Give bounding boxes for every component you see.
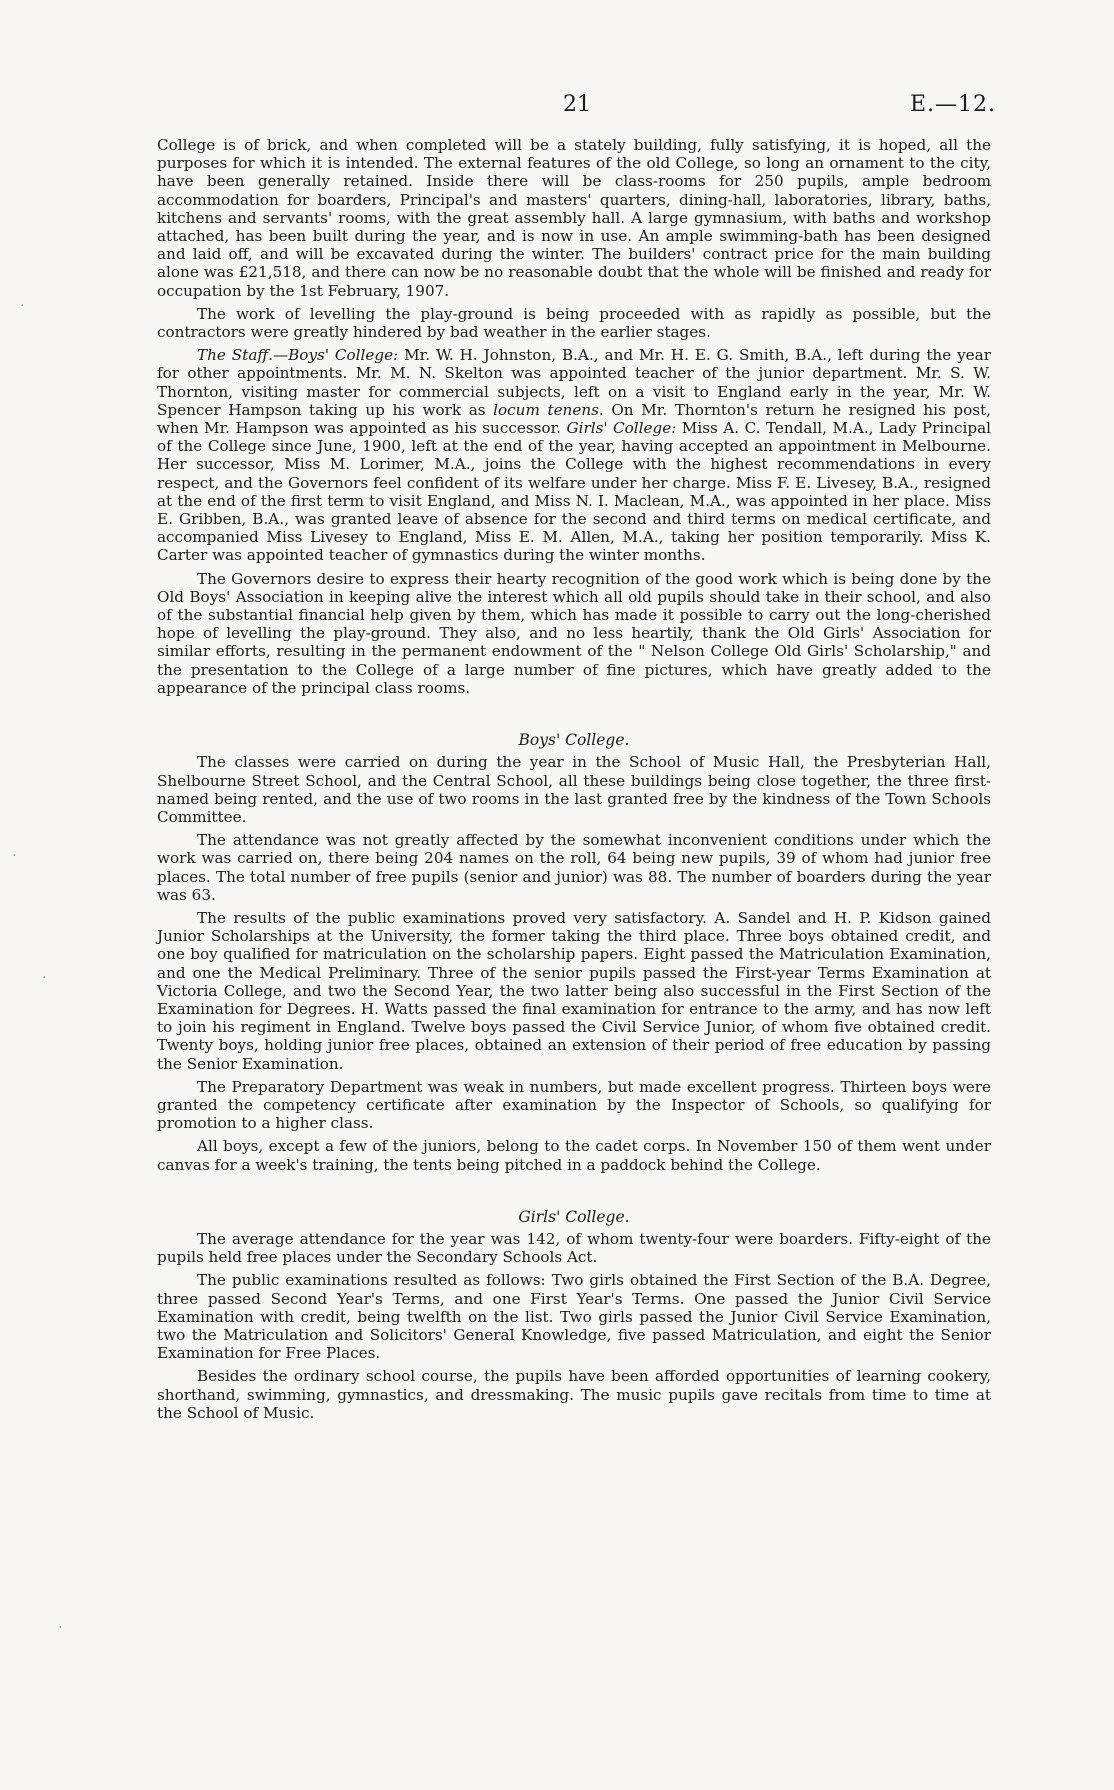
scan-speck: · — [58, 1620, 63, 1636]
scan-speck: · — [42, 970, 47, 986]
scan-speck: · — [20, 298, 25, 314]
sheet-reference: E.—12. — [909, 92, 996, 117]
intro-paragraph-2: The work of levelling the play-ground is being proceeded with as rapidly as possible, but the contractors were greatly hindered by bad weather in the earlier stages. — [157, 304, 991, 342]
girls-college-lead: Girls' College: — [566, 419, 677, 438]
boys-paragraph-3: The results of the public examinations proved very satisfactory. A. Sandel and H. P. Kidson gained Junior Scholarships at the University, the former taking the third place. Three boys obtained credit, and one boy qualified for matriculation on the scholarship papers. Eight passed the Matriculation Examination, and one the Medical Preliminary. Three of the senior pupils passed the First-year Terms Examination at Victoria College, and two the Second Year, the two latter being also successful in the First Section of the Examination for Degrees. H. Watts passed the final examination for entrance to the army, and has now left to join his regiment in England. Twelve boys passed the Civil Service Junior, of whom five obtained credit. Twenty boys, holding junior free places, obtained an extension of their period of free education by passing the Senior Examination. — [157, 908, 991, 1073]
boys-paragraph-2: The attendance was not greatly affected by the somewhat inconvenient conditions under which the work was carried on, there being 204 names on the roll, 64 being new pupils, 39 of whom had junior free places. The total number of free pupils (senior and junior) was 88. The number of boarders during the year was 63. — [157, 831, 991, 904]
staff-text-c: Miss A. C. Tendall, M.A., Lady Principal of the College since June, 1900, left at the end of the year, having accepted an appointment in Melbourne. Her successor, Miss M. Lorimer, M.A., joins the College with the highest recommendations in every respect, and the Governors feel confident of its welfare under her charge. Miss F. E. Livesey, B.A., resigned at the end of the first term to visit England, and Miss N. I. Maclean, M.A., was appointed in her place. Miss E. Gribben, B.A., was granted leave of absence for the second and third terms on medical certificate, and accompanied Miss Livesey to England, Miss E. M. Allen, M.A., taking her position temporarily. Miss K. Carter was appointed teacher of gymnastics during the winter months. — [157, 419, 991, 565]
page-header — [0, 92, 1114, 118]
boys-college-heading: Boys' College. — [518, 731, 630, 750]
staff-text-a: Mr. W. H. Johnston, B.A., and Mr. H. E. G. Smith, B.A., left during the year for other appointments. Mr. M. N. Skelton was appointed teacher of the junior department. Mr. S. W. Thornton, visiting master for commercial subjects, left on a visit to England early in the year, Mr. W. Spencer Hampson taking up his work as — [157, 346, 991, 419]
boys-paragraph-5: All boys, except a few of the juniors, belong to the cadet corps. In November 150 of them went under canvas for a week's training, the tents being pitched in a paddock behind the College. — [157, 1137, 991, 1174]
governors-paragraph: The Governors desire to express their hearty recognition of the good work which is being done by the Old Boys' Association in keeping alive the interest which all old pupils should take in their school, and also of the substantial financial help given by them, which has made it possible to carry out the long-cherished hope of levelling the play-ground. They also, and no less heartily, thank the Old Girls' Association for similar efforts, resulting in the permanent endowment of the " Nelson College Old Girls' Scholarship," and the presentation to the College of a large number of fine pictures, which have greatly added to the appearance of the principal class rooms. — [157, 569, 991, 697]
girls-college-heading: Girls' College. — [518, 1207, 630, 1226]
page-body — [157, 136, 991, 1427]
staff-text-b: . On Mr. Thornton's return he resigned his post, when Mr. Hampson was appointed as his successor. — [157, 400, 991, 438]
intro-paragraph-1: College is of brick, and when completed will be a stately building, fully satisfying, it is hoped, all the purposes for which it is intended. The external features of the old College, so long an ornament to the city, have been generally retained. Inside there will be class-rooms for 250 pupils, ample bedroom accommodation for boarders, Principal's and masters' quarters, dining-hall, laboratories, library, baths, kitchens and servants' rooms, with the great assembly hall. A large gymnasium, with baths and workshop attached, has been built during the year, and is now in use. An ample swimming-bath has been designed and laid off, and will be excavated during the winter. The builders' contract price for the main building alone was £21,518, and there can now be no reasonable doubt that the whole will be finished and ready for occupation by the 1st February, 1907. — [157, 136, 991, 300]
boys-paragraph-4: The Preparatory Department was weak in numbers, but made excellent progress. Thirteen boys were granted the competency certificate after examination by the Inspector of Schools, so qualifying for promotion to a higher class. — [157, 1077, 991, 1133]
page-number: 21 — [563, 92, 591, 117]
scan-speck: · — [12, 848, 17, 864]
girls-paragraph-3: Besides the ordinary school course, the pupils have been afforded opportunities of learning cookery, shorthand, swimming, gymnastics, and dressmaking. The music pupils gave recitals from time to time at the School of Music. — [157, 1367, 991, 1422]
girls-paragraph-2: The public examinations resulted as follows: Two girls obtained the First Section of the B.A. Degree, three passed Second Year's Terms, and one First Year's Terms. One passed the Junior Civil Service Examination with credit, being twelfth on the list. Two girls passed the Junior Civil Service Examination, two the Matriculation and Solicitors' General Knowledge, five passed Matriculation, and eight the Senior Examination for Free Places. — [157, 1271, 991, 1363]
boys-paragraph-1: The classes were carried on during the year in the School of Music Hall, the Presbyterian Hall, Shelbourne Street School, and the Central School, all these buildings being close together, the three first-named being rented, and the use of two rooms in the last granted free by the kindness of the Town Schools Committee. — [157, 753, 991, 826]
girls-paragraph-1: The average attendance for the year was 142, of whom twenty-four were boarders. Fifty-eight of the pupils held free places under the Secondary Schools Act. — [157, 1229, 991, 1267]
staff-paragraph — [157, 346, 991, 564]
locum-tenens: locum tenens — [493, 400, 599, 419]
staff-lead: The Staff.—Boys' College: — [197, 346, 399, 365]
